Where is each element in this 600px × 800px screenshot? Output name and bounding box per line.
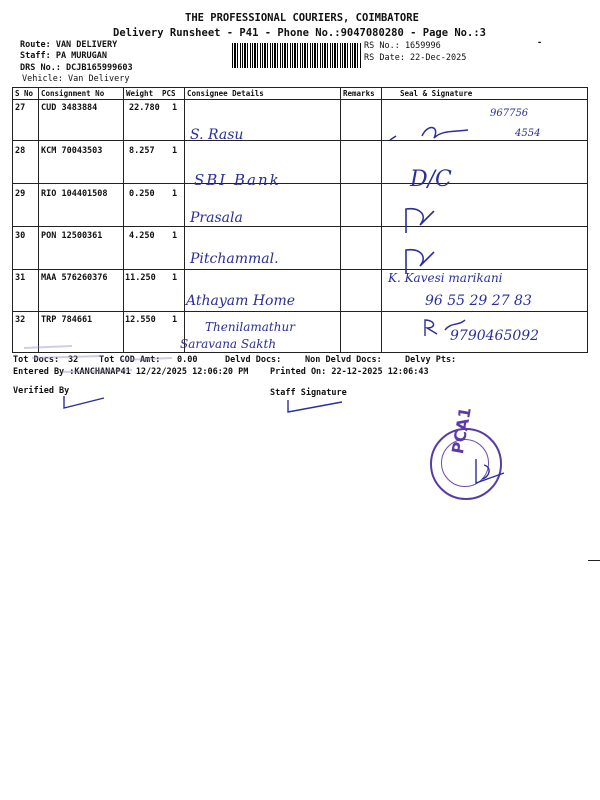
row-29-pcs: 1 — [172, 189, 178, 199]
header-dash: - — [537, 38, 543, 48]
non-delvd-docs-label: Non Delvd Docs: — [305, 355, 382, 365]
staff-signature-label: Staff Signature — [270, 388, 347, 398]
tot-docs-value: 32 — [68, 355, 79, 365]
hw-row27-sig-code: 4554 — [515, 128, 541, 139]
route-label: Route: VAN DELIVERY — [20, 40, 118, 50]
row-27-pcs: 1 — [172, 103, 178, 113]
delvy-pts-label: Delvy Pts: — [405, 355, 457, 365]
rs-date: RS Date: 22-Dec-2025 — [364, 53, 467, 63]
hw-row32-sig-phone: 9790465092 — [450, 328, 540, 344]
entered-by: Entered By :KANCHANAP41 12/22/2025 12:06:20 PM — [13, 367, 249, 377]
row-30-sno: 30 — [15, 231, 26, 241]
runsheet-subtitle: Delivery Runsheet - P41 - Phone No.:9047080280 - Page No.:3 — [113, 27, 486, 39]
verified-signature — [60, 392, 110, 412]
col-consignment: Consignment No — [41, 89, 105, 98]
row-27-sno: 27 — [15, 103, 26, 113]
row-31-weight: 11.250 — [125, 273, 156, 283]
row-27-consignment: CUD 3483884 — [41, 103, 98, 113]
hw-row30-consignee: Pitchammal. — [190, 251, 279, 267]
col-weight: Weight — [126, 89, 154, 98]
row-29-weight: 0.250 — [129, 189, 155, 199]
company-title: THE PROFESSIONAL COURIERS, COIMBATORE — [185, 12, 419, 24]
row-30-weight: 4.250 — [129, 231, 155, 241]
hw-row32-consignee-1: Thenilamathur — [205, 320, 295, 334]
hw-row31-sig-name: K. Kavesi marikani — [388, 271, 503, 285]
drs-number: DRS No.: DCJB165999603 — [20, 63, 133, 73]
staff-signature — [280, 396, 350, 416]
printed-on: Printed On: 22-12-2025 12:06:43 — [270, 367, 429, 377]
hw-row28-consignee: SBI Bank — [194, 171, 281, 189]
row-29-sno: 29 — [15, 189, 26, 199]
vehicle-label: Vehicle: Van Delivery — [22, 74, 130, 84]
row-31-pcs: 1 — [172, 273, 178, 283]
col-pcs: PCS — [162, 89, 176, 98]
col-sno: S No — [15, 89, 34, 98]
hw-row28-sig: D/C — [410, 167, 452, 192]
col-remarks: Remarks — [343, 89, 375, 98]
hw-row29-consignee: Prasala — [190, 210, 243, 226]
row-28-sno: 28 — [15, 146, 26, 156]
row-30-pcs: 1 — [172, 231, 178, 241]
row-32-consignment: TRP 784661 — [41, 315, 93, 325]
row-27-weight: 22.780 — [129, 103, 160, 113]
row-31-consignment: MAA 576260376 — [41, 273, 108, 283]
col-consignee: Consignee Details — [187, 89, 264, 98]
stamp-text: PCA1 — [448, 405, 475, 456]
rs-number: RS No.: 1659996 — [364, 41, 441, 51]
stamp-signature — [470, 455, 510, 490]
tot-docs-label: Tot Docs: — [13, 355, 60, 365]
tot-cod-label: Tot COD Amt: — [99, 355, 161, 365]
row-28-weight: 8.257 — [129, 146, 155, 156]
signature-scribble-row32 — [415, 316, 475, 340]
row-28-consignment: KCM 70043503 — [41, 146, 103, 156]
signature-scribble-row29 — [400, 205, 440, 235]
tot-cod-value: 0.00 — [177, 355, 198, 365]
row-32-sno: 32 — [15, 315, 26, 325]
margin-mark — [588, 560, 600, 561]
row-28-pcs: 1 — [172, 146, 178, 156]
row-30-consignment: PON 12500361 — [41, 231, 103, 241]
hw-row31-consignee: Athayam Home — [186, 293, 296, 309]
row-32-pcs: 1 — [172, 315, 178, 325]
barcode — [232, 43, 362, 68]
row-31-sno: 31 — [15, 273, 26, 283]
verified-by-label: Verified By — [13, 386, 70, 396]
row-29-consignment: RIO 104401508 — [41, 189, 108, 199]
row-32-weight: 12.550 — [125, 315, 156, 325]
hw-row31-sig-phone: 96 55 29 27 83 — [425, 293, 532, 309]
faint-stamp-residue — [12, 340, 182, 385]
col-seal: Seal & Signature — [400, 89, 473, 98]
hw-row27-consignee: S. Rasu — [190, 127, 244, 143]
hw-row32-consignee-2: Saravana Sakth — [180, 337, 277, 351]
signature-scribble-row27 — [382, 118, 502, 148]
hw-row27-sig-number: 967756 — [490, 108, 529, 119]
staff-label: Staff: PA MURUGAN — [20, 51, 107, 61]
delvd-docs-label: Delvd Docs: — [225, 355, 282, 365]
